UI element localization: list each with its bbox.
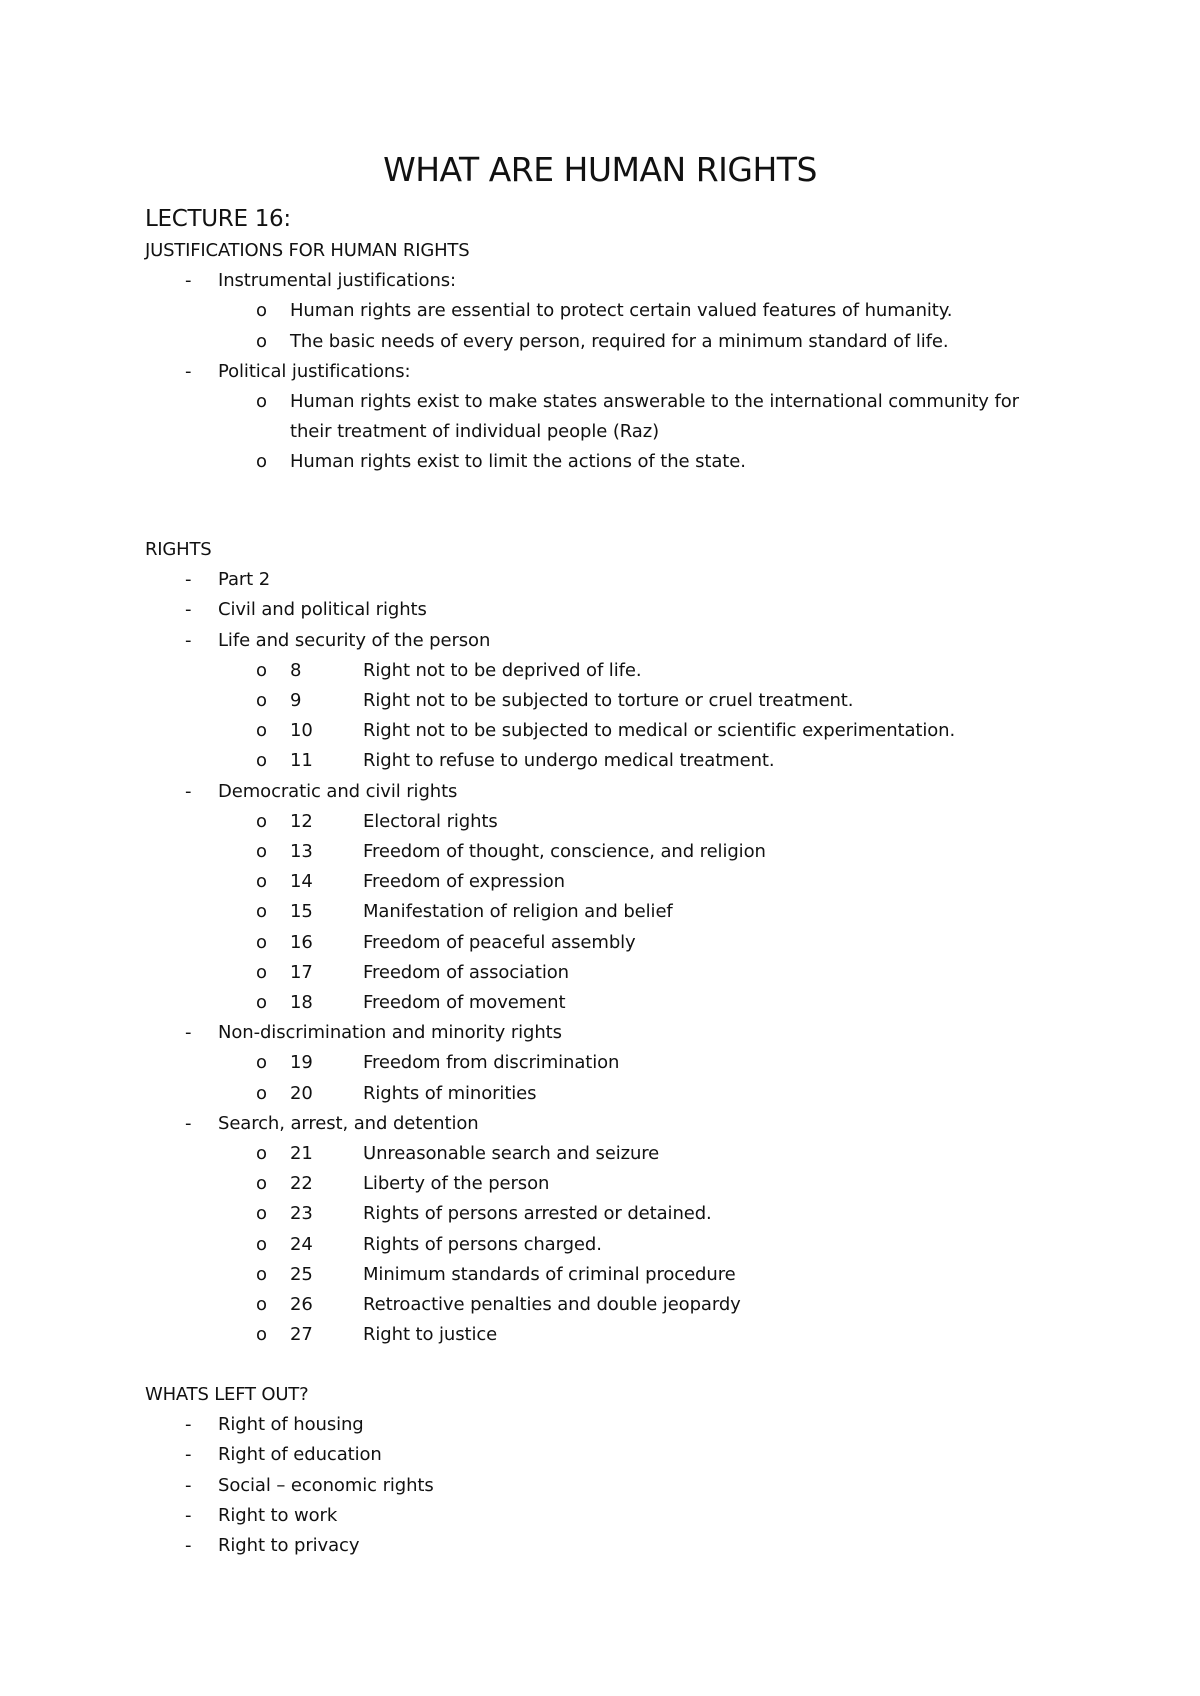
section-number: 26 <box>290 1294 313 1315</box>
sub-list-item-text: The basic needs of every person, required for a minimum standard of life. <box>290 330 949 352</box>
section-item <box>0 659 1200 685</box>
dash-marker: - <box>185 629 192 651</box>
dash-marker: - <box>185 1022 192 1044</box>
list-item <box>0 629 1200 655</box>
bullet-marker: o <box>256 1263 267 1285</box>
sub-list-item-text: Human rights exist to make states answerable to the international community for <box>290 391 1019 412</box>
dash-marker: - <box>185 1504 192 1526</box>
section-number: 12 <box>290 810 313 832</box>
section-number: 18 <box>290 992 313 1013</box>
bullet-marker: o <box>256 841 267 862</box>
list-item-label: Part 2 <box>218 569 271 591</box>
dash-marker: - <box>185 1112 192 1134</box>
list-item-label: Civil and political rights <box>218 599 427 621</box>
section-number: 22 <box>290 1173 313 1195</box>
section-number: 10 <box>290 720 313 742</box>
bullet-marker: o <box>256 1324 267 1346</box>
section-description: Retroactive penalties and double jeopardy <box>363 1294 741 1315</box>
section-number: 21 <box>290 1143 313 1164</box>
list-item-label: Right to work <box>218 1504 338 1526</box>
bullet-marker: o <box>256 1233 267 1255</box>
section-item <box>0 749 1200 775</box>
bullet-marker: o <box>256 690 267 711</box>
bullet-marker: o <box>256 659 267 681</box>
sub-list-item-continuation <box>0 420 1200 446</box>
bullet-marker: o <box>256 1173 267 1195</box>
section-description: Rights of minorities <box>363 1082 537 1104</box>
lecture-heading: LECTURE 16: <box>145 206 291 232</box>
section-description: Manifestation of religion and belief <box>363 901 673 923</box>
section-description: Freedom of expression <box>363 871 565 893</box>
section-item <box>0 870 1200 896</box>
dash-marker: - <box>185 1535 192 1556</box>
list-item-label: Right of housing <box>218 1414 364 1436</box>
section-description: Electoral rights <box>363 810 498 832</box>
sub-list-item <box>0 390 1200 416</box>
list-item <box>0 1021 1200 1047</box>
section-description: Rights of persons arrested or detained. <box>363 1203 712 1225</box>
list-item <box>0 1504 1200 1530</box>
section-description: Right to refuse to undergo medical treatment. <box>363 750 775 772</box>
list-item <box>0 360 1200 386</box>
left-out-heading: WHATS LEFT OUT? <box>145 1384 309 1405</box>
section-number: 17 <box>290 961 313 983</box>
justifications-heading: JUSTIFICATIONS FOR HUMAN RIGHTS <box>145 240 470 261</box>
section-number: 15 <box>290 901 313 923</box>
section-description: Right not to be subjected to medical or scientific experimentation. <box>363 720 956 742</box>
list-item-label: Political justifications: <box>218 360 411 382</box>
section-description: Freedom of peaceful assembly <box>363 931 636 953</box>
section-item <box>0 840 1200 866</box>
sub-list-item-text: Human rights exist to limit the actions of the state. <box>290 451 746 473</box>
sub-list-item <box>0 330 1200 356</box>
bullet-marker: o <box>256 1082 267 1104</box>
section-number: 24 <box>290 1233 313 1255</box>
section-item <box>0 1172 1200 1198</box>
list-item <box>0 1474 1200 1500</box>
section-description: Freedom of movement <box>363 992 566 1013</box>
sub-list-item-text: Human rights are essential to protect certain valued features of humanity. <box>290 300 953 322</box>
bullet-marker: o <box>256 720 267 742</box>
list-item <box>0 598 1200 624</box>
sub-list-item-text: their treatment of individual people (Raz) <box>290 421 660 443</box>
section-description: Right not to be deprived of life. <box>363 659 642 681</box>
bullet-marker: o <box>256 961 267 983</box>
list-item-label: Life and security of the person <box>218 629 491 651</box>
section-number: 8 <box>290 659 302 681</box>
bullet-marker: o <box>256 300 267 322</box>
section-description: Rights of persons charged. <box>363 1233 602 1255</box>
section-item <box>0 991 1200 1017</box>
dash-marker: - <box>185 569 192 591</box>
list-item <box>0 780 1200 806</box>
section-item <box>0 1142 1200 1168</box>
list-item-label: Social – economic rights <box>218 1474 434 1496</box>
section-item <box>0 810 1200 836</box>
dash-marker: - <box>185 270 192 292</box>
section-number: 16 <box>290 931 313 953</box>
sub-list-item <box>0 299 1200 325</box>
section-item <box>0 1233 1200 1259</box>
bullet-marker: o <box>256 451 267 473</box>
document-title: WHAT ARE HUMAN RIGHTS <box>383 150 817 189</box>
section-item <box>0 931 1200 957</box>
bullet-marker: o <box>256 1052 267 1074</box>
dash-marker: - <box>185 1474 192 1496</box>
bullet-marker: o <box>256 992 267 1013</box>
list-item-label: Right to privacy <box>218 1535 360 1556</box>
dash-marker: - <box>185 1414 192 1436</box>
section-item <box>0 1202 1200 1228</box>
section-item <box>0 1082 1200 1108</box>
section-description: Freedom of thought, conscience, and religion <box>363 841 766 862</box>
list-item-label: Instrumental justifications: <box>218 270 457 292</box>
bullet-marker: o <box>256 810 267 832</box>
bullet-marker: o <box>256 901 267 923</box>
section-description: Minimum standards of criminal procedure <box>363 1263 736 1285</box>
dash-marker: - <box>185 360 192 382</box>
list-item <box>0 568 1200 594</box>
list-item <box>0 269 1200 295</box>
section-number: 13 <box>290 841 313 862</box>
section-number: 27 <box>290 1324 313 1346</box>
section-number: 9 <box>290 690 302 711</box>
bullet-marker: o <box>256 1203 267 1225</box>
section-description: Freedom from discrimination <box>363 1052 620 1074</box>
section-description: Right not to be subjected to torture or cruel treatment. <box>363 690 854 711</box>
list-item <box>0 1112 1200 1138</box>
section-description: Unreasonable search and seizure <box>363 1143 660 1164</box>
dash-marker: - <box>185 599 192 621</box>
list-item-label: Search, arrest, and detention <box>218 1112 479 1134</box>
sub-list-item <box>0 450 1200 476</box>
list-item <box>0 1534 1200 1560</box>
section-item <box>0 689 1200 715</box>
rights-heading: RIGHTS <box>145 539 212 560</box>
section-item <box>0 1323 1200 1349</box>
list-item <box>0 1443 1200 1469</box>
bullet-marker: o <box>256 330 267 352</box>
section-number: 11 <box>290 750 313 772</box>
section-number: 19 <box>290 1052 313 1074</box>
section-item <box>0 961 1200 987</box>
dash-marker: - <box>185 780 192 802</box>
dash-marker: - <box>185 1444 192 1466</box>
list-item-label: Non-discrimination and minority rights <box>218 1022 562 1044</box>
section-number: 23 <box>290 1203 313 1225</box>
bullet-marker: o <box>256 750 267 772</box>
section-item <box>0 1051 1200 1077</box>
section-description: Freedom of association <box>363 961 569 983</box>
bullet-marker: o <box>256 1294 267 1315</box>
section-item <box>0 719 1200 745</box>
section-number: 20 <box>290 1082 313 1104</box>
section-number: 14 <box>290 871 313 893</box>
section-item <box>0 1293 1200 1319</box>
list-item-label: Right of education <box>218 1444 382 1466</box>
section-item <box>0 900 1200 926</box>
section-description: Liberty of the person <box>363 1173 550 1195</box>
section-item <box>0 1263 1200 1289</box>
section-description: Right to justice <box>363 1324 498 1346</box>
bullet-marker: o <box>256 931 267 953</box>
bullet-marker: o <box>256 1143 267 1164</box>
list-item-label: Democratic and civil rights <box>218 780 458 802</box>
list-item <box>0 1413 1200 1439</box>
bullet-marker: o <box>256 391 267 412</box>
section-number: 25 <box>290 1263 313 1285</box>
bullet-marker: o <box>256 871 267 893</box>
